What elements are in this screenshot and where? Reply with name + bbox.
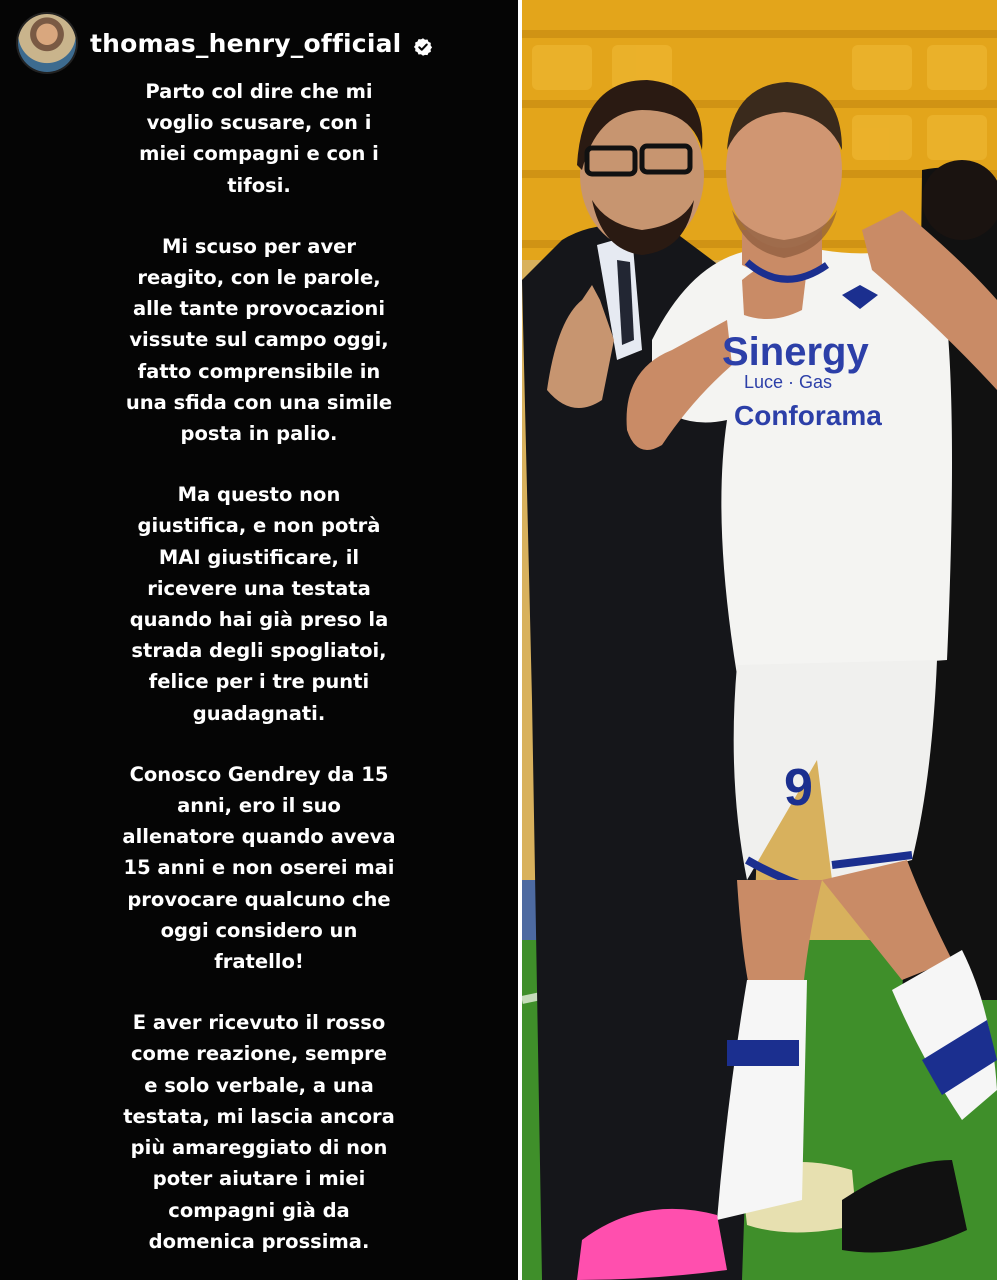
username[interactable]: thomas_henry_official xyxy=(90,28,402,58)
sponsor-sinergy: Sinergy xyxy=(722,330,869,374)
verified-badge-icon xyxy=(413,37,433,57)
sponsor-conforama: Conforama xyxy=(734,400,882,431)
story-header xyxy=(18,14,433,72)
match-photo-illustration xyxy=(522,0,997,1280)
story-paragraph-3: Ma questo non giustifica, e non potrà MAI giustificare, il ricevere una testata quando hai già preso la strada degli spogliatoi, felice per i tre punti guadagnati. xyxy=(129,483,389,725)
sponsor-sinergy-sub: Luce · Gas xyxy=(744,372,833,392)
story-paragraph-4: Conosco Gendrey da 15 anni, ero il suo allenatore quando aveva 15 anni e non oserei mai provocare qualcuno che oggi considero un fratello! xyxy=(122,762,396,974)
profile-avatar[interactable] xyxy=(18,14,76,72)
username-row xyxy=(90,29,433,58)
match-photo xyxy=(522,0,997,1280)
story-paragraph-2: Mi scuso per aver reagito, con le parole, alle tante provocazioni vissute sul campo oggi, fatto comprensibile in una sfida con una simile posta in palio. xyxy=(125,234,393,446)
story-text xyxy=(0,76,518,1280)
shorts-number: 9 xyxy=(784,759,813,817)
story-paragraph-1: Parto col dire che mi voglio scusare, con i miei compagni e con i tifosi. xyxy=(139,80,379,197)
story-paragraph-5: E aver ricevuto il rosso come reazione, sempre e solo verbale, a una testata, mi lascia ancora più amareggiato di non poter aiutare i miei compagni già da domenica prossima. xyxy=(123,1011,395,1253)
